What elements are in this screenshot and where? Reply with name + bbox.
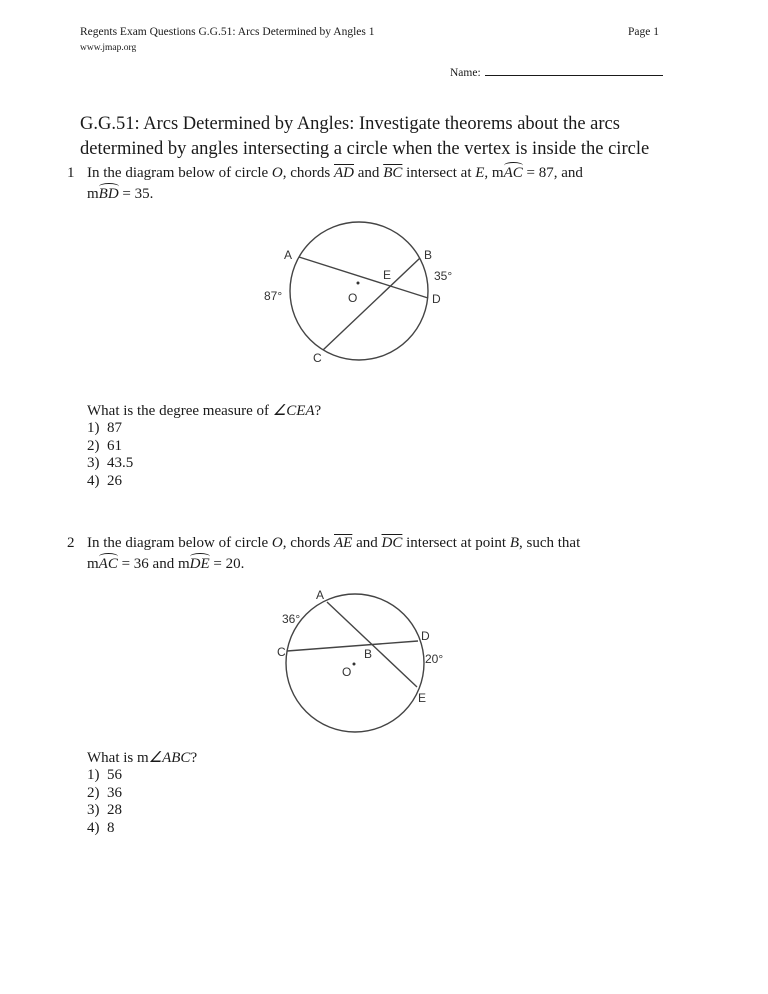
arc-label-36: 36°: [282, 612, 301, 626]
arc-ac: AC: [503, 165, 523, 181]
arc-label-87: 87°: [264, 289, 283, 303]
question-2-number: 2: [67, 535, 75, 551]
website-link[interactable]: www.jmap.org: [80, 43, 137, 53]
circle-name: O: [271, 165, 283, 181]
chord-dc-line: [287, 641, 418, 651]
label-e-2: E: [418, 691, 427, 705]
question-2-stem-line-2: mAC = 36 and mDE = 20.: [87, 556, 245, 572]
intersection-point: E: [475, 165, 485, 181]
label-b-2: B: [364, 647, 373, 661]
choice[interactable]: 2) 61: [87, 437, 122, 454]
chord-ad: $\overline{AD}$: [334, 165, 355, 181]
choice[interactable]: 4) 26: [87, 473, 122, 490]
choice[interactable]: 3) 43.5: [87, 455, 134, 472]
label-d: D: [432, 292, 441, 306]
title-line-1: G.G.51: Arcs Determined by Angles: Investigate theorems about the arcs: [80, 114, 620, 134]
label-o-2: O: [342, 665, 352, 679]
chord-bc: $\overline{BC}$: [383, 165, 403, 181]
chord-ae: $\overline{AE}$: [334, 535, 353, 551]
label-d-2: D: [421, 629, 430, 643]
question-1-number: 1: [67, 165, 75, 181]
question-1-prompt: What is the degree measure of ∠CEA?: [87, 403, 322, 419]
chord-bc-line: [323, 258, 420, 350]
arc-de: DE: [189, 556, 210, 572]
choice[interactable]: 1) 56: [87, 767, 122, 783]
header-title: Regents Exam Questions G.G.51: Arcs Determined by Angles 1: [80, 26, 375, 38]
arc-bd: BD: [98, 186, 119, 202]
label-b: B: [424, 248, 433, 262]
arc-label-35: 35°: [434, 269, 453, 283]
question-2-stem-line-1: In the diagram below of circle O, chords $\overline{AE}$ and $\overline{DC}$ intersect at point B, such that: [87, 535, 581, 551]
choice[interactable]: 2) 36: [87, 784, 122, 801]
page-number: Page 1: [628, 26, 659, 38]
question-2-choices: [87, 767, 122, 838]
label-c: C: [313, 351, 322, 365]
angle-abc: ∠ABC: [148, 750, 191, 766]
chord-ad-line: [299, 257, 428, 298]
choice[interactable]: 1) 87: [87, 420, 122, 436]
circle-name: O: [271, 535, 283, 551]
label-a-2: A: [316, 588, 325, 602]
question-1-stem-line-1: In the diagram below of circle O, chords $\overline{AD}$ and $\overline{BC}$ intersect at E, mAC = 87, and: [87, 165, 583, 181]
label-c-2: C: [277, 645, 286, 659]
question-1-stem-line-2: mBD = 35.: [87, 186, 154, 202]
title-line-2: determined by angles intersecting a circle when the vertex is inside the circle: [80, 139, 650, 159]
angle-cea: ∠CEA: [272, 403, 315, 419]
arc-label-20: 20°: [425, 652, 444, 666]
intersection-point: B: [509, 535, 519, 551]
question-1-choices: [87, 420, 133, 491]
choice[interactable]: 4) 8: [87, 820, 115, 837]
label-a: A: [284, 248, 293, 262]
question-2-prompt: What is m∠ABC?: [87, 750, 198, 766]
choice[interactable]: 3) 28: [87, 802, 122, 819]
name-label: Name:: [450, 67, 481, 79]
arc-ac: AC: [98, 556, 118, 572]
chord-dc: $\overline{DC}$: [381, 535, 403, 551]
label-o: O: [348, 291, 358, 305]
center-dot-2: [353, 663, 356, 666]
label-e: E: [383, 268, 392, 282]
center-dot: [357, 282, 360, 285]
